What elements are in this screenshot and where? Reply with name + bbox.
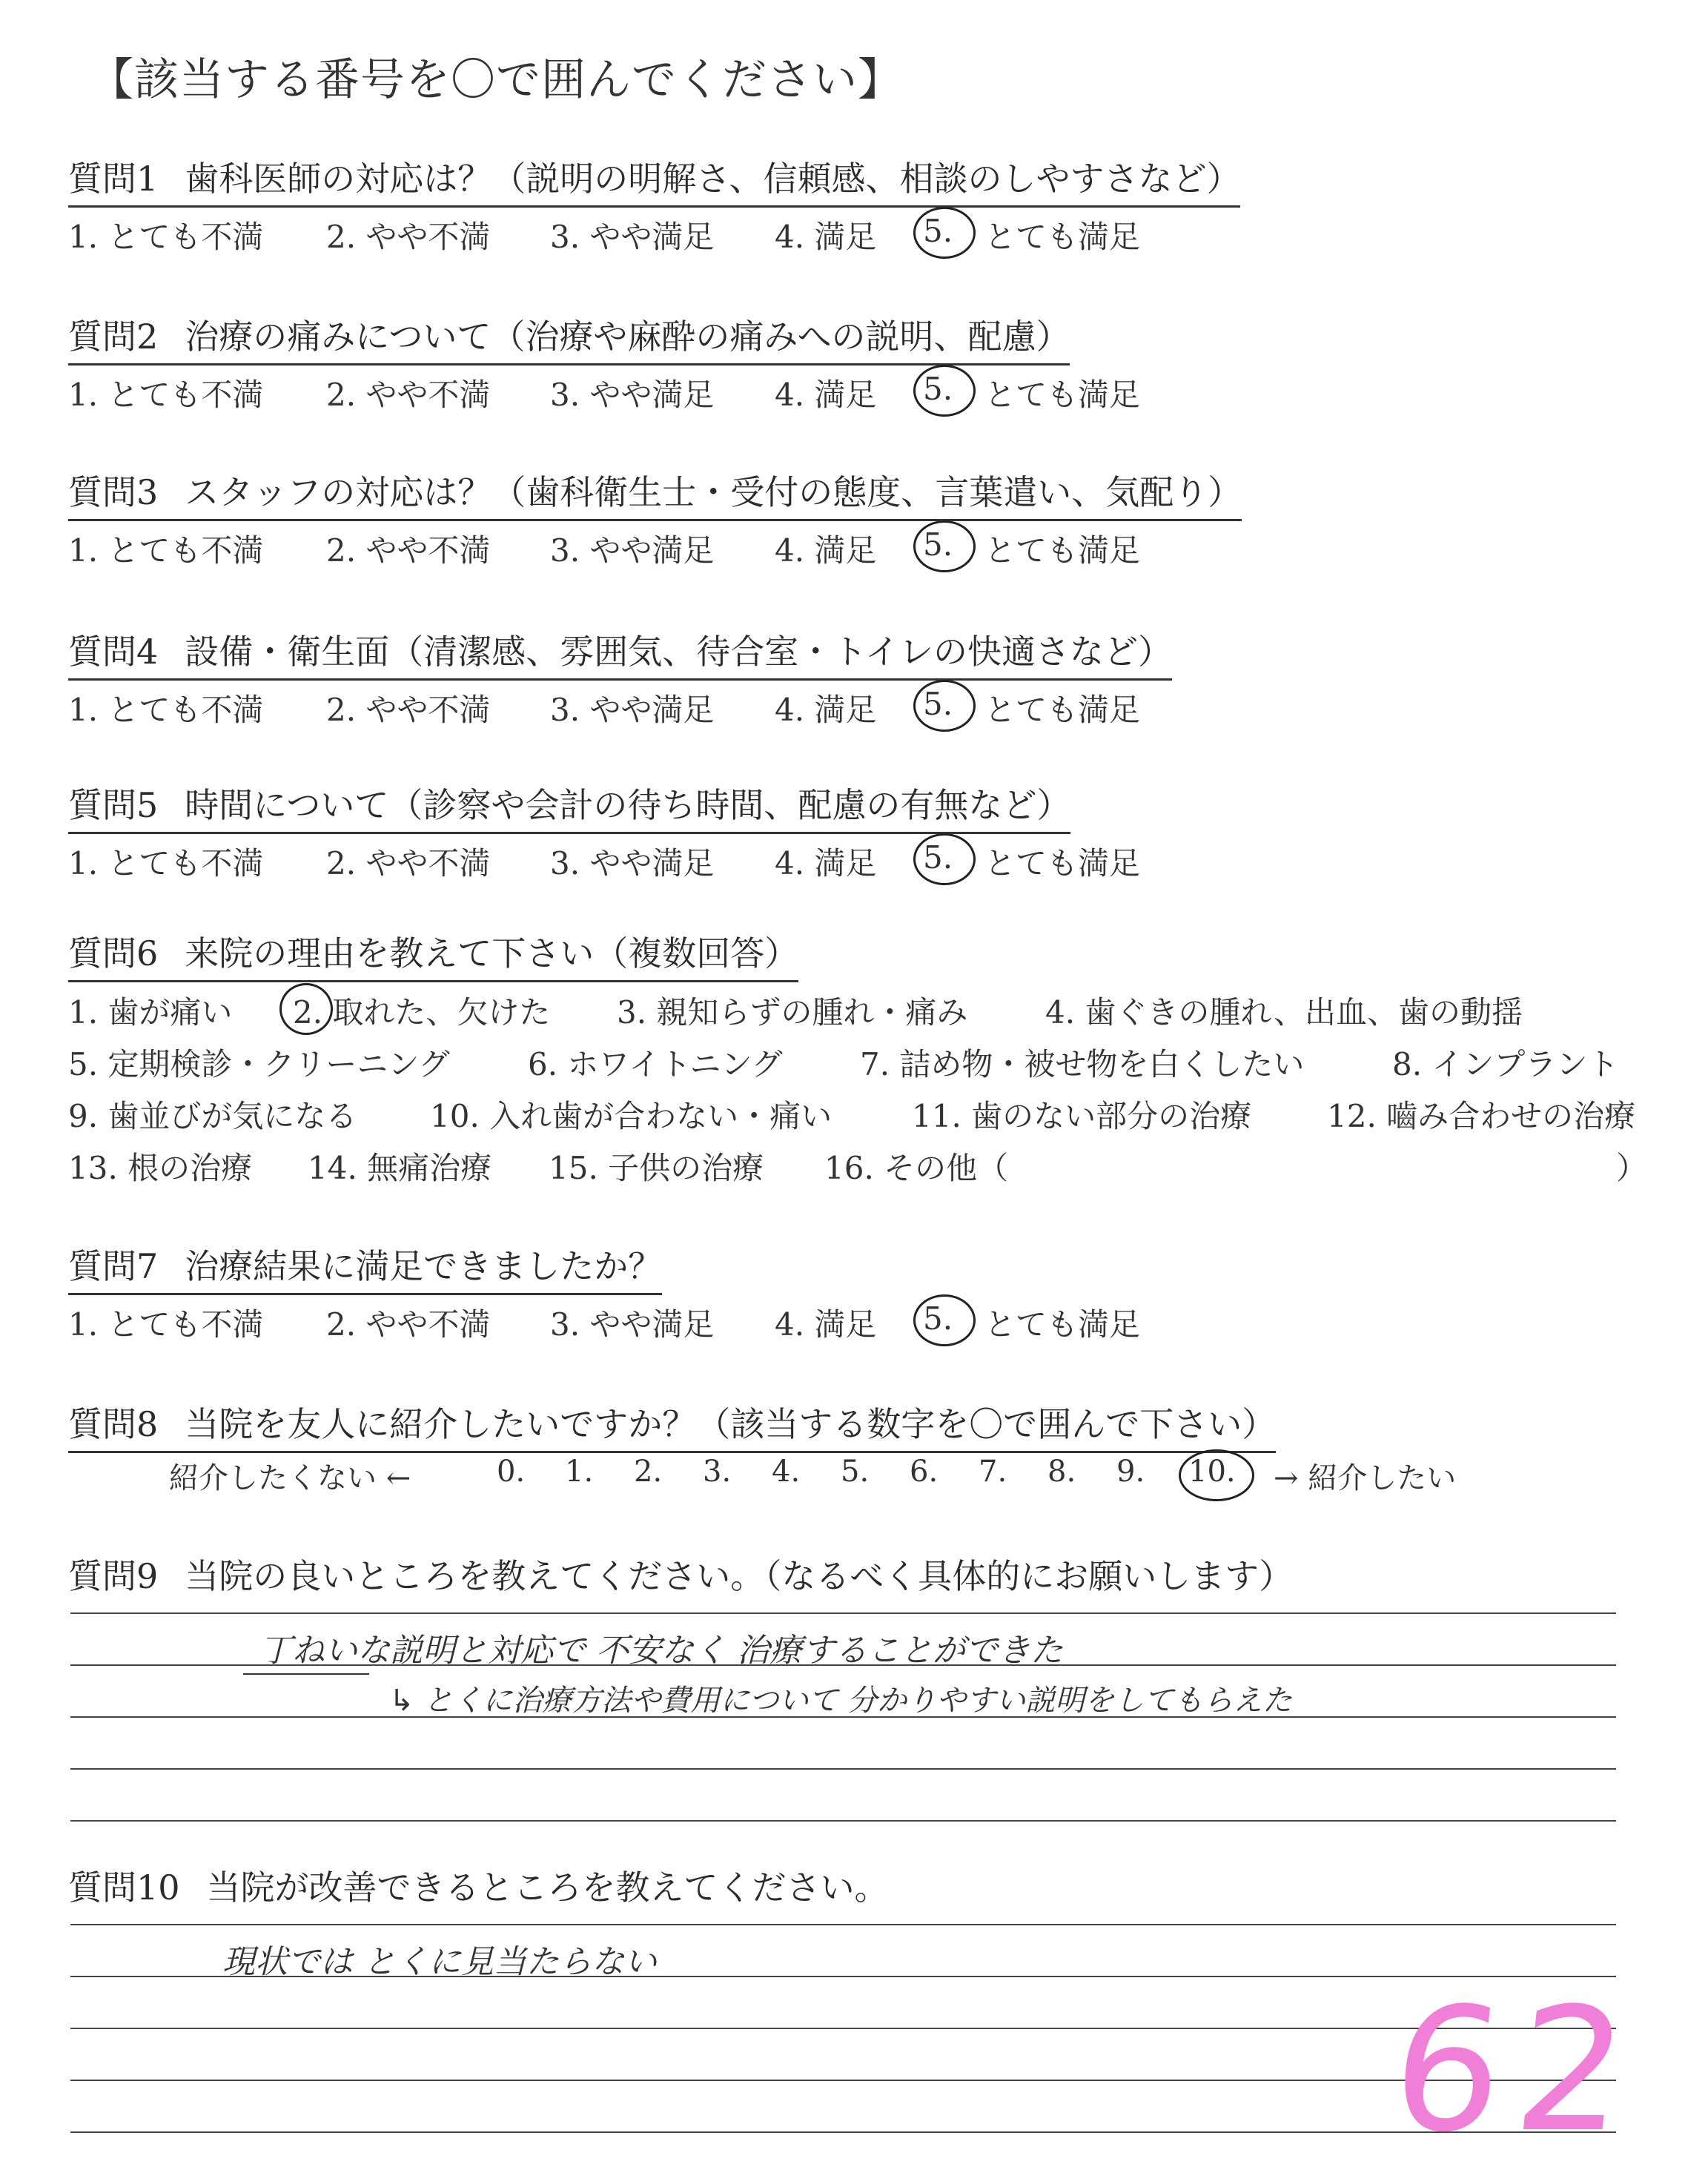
q8-number-8[interactable]: 8. xyxy=(1047,1455,1076,1489)
q6-option-9[interactable]: 9. 歯並びが気になる xyxy=(68,1098,357,1134)
q6-option-5[interactable]: 5. 定期検診・クリーニング xyxy=(68,1046,450,1082)
page-number: 62 xyxy=(1383,1972,1651,2170)
question-6-heading xyxy=(68,927,798,982)
q6-option-10[interactable]: 10. 入れ歯が合わない・痛い xyxy=(430,1098,833,1134)
answer-circle-q3 xyxy=(913,520,976,572)
answer-circle-q4 xyxy=(913,680,976,732)
q4-option-4[interactable]: 4. 満足 xyxy=(775,692,877,728)
question-text: スタッフの対応は？（歯科衛生士・受付の態度、言葉遣い、気配り） xyxy=(185,472,1242,512)
answer-line xyxy=(70,2028,1616,2029)
q7-option-2[interactable]: 2. やや不満 xyxy=(326,1306,491,1343)
question-label: 質問5 xyxy=(68,785,159,825)
answer-circle-q7 xyxy=(913,1294,976,1346)
q2-option-5-label[interactable]: とても満足 xyxy=(984,377,1141,413)
q9-handwritten-answer-line1: 丁ねいな説明と対応で 不安なく 治療することができた xyxy=(259,1632,1063,1670)
q8-number-7[interactable]: 7. xyxy=(979,1455,1007,1489)
q5-option-2[interactable]: 2. やや不満 xyxy=(326,845,491,881)
q6-option-2[interactable]: 2. 取れた、欠けた xyxy=(293,994,551,1031)
q6-option-11[interactable]: 11. 歯のない部分の治療 xyxy=(912,1098,1252,1134)
question-1-heading xyxy=(68,152,1240,208)
q1-option-4[interactable]: 4. 満足 xyxy=(775,219,877,255)
question-text: 設備・衛生面（清潔感、雰囲気、待合室・トイレの快適さなど） xyxy=(185,632,1172,672)
question-text: 当院が改善できるところを教えてください。 xyxy=(206,1868,889,1908)
q2-option-2[interactable]: 2. やや不満 xyxy=(326,377,491,413)
question-3-heading xyxy=(68,466,1242,521)
answer-circle-q2 xyxy=(913,365,976,417)
question-label: 質問8 xyxy=(68,1404,159,1444)
question-10 xyxy=(68,1861,889,1910)
q6-option-6[interactable]: 6. ホワイトニング xyxy=(528,1046,783,1082)
form-title: 【該当する番号を〇で囲んでください】 xyxy=(89,54,903,106)
question-label: 質問7 xyxy=(68,1246,159,1286)
question-label: 質問2 xyxy=(68,317,159,357)
q4-option-1[interactable]: 1. とても不満 xyxy=(68,692,264,728)
q3-option-3[interactable]: 3. やや満足 xyxy=(550,532,715,569)
q6-option-1[interactable]: 1. 歯が痛い xyxy=(68,994,233,1031)
question-8-heading xyxy=(68,1397,1276,1453)
q7-option-5[interactable]: 5. xyxy=(923,1300,953,1337)
q8-number-5[interactable]: 5. xyxy=(841,1455,870,1489)
question-text: 来院の理由を教えて下さい（複数回答） xyxy=(185,933,799,973)
q1-option-3[interactable]: 3. やや満足 xyxy=(550,219,715,255)
question-label: 質問6 xyxy=(68,933,159,973)
q6-option-13[interactable]: 13. 根の治療 xyxy=(68,1150,253,1186)
q3-option-5[interactable]: 5. xyxy=(923,526,953,563)
q5-option-4[interactable]: 4. 満足 xyxy=(775,845,877,881)
q7-option-4[interactable]: 4. 満足 xyxy=(775,1306,877,1343)
q6-option-15[interactable]: 15. 子供の治療 xyxy=(549,1150,764,1186)
q4-option-2[interactable]: 2. やや不満 xyxy=(326,692,491,728)
question-label: 質問3 xyxy=(68,472,159,512)
q1-option-1[interactable]: 1. とても不満 xyxy=(68,219,264,255)
q4-option-3[interactable]: 3. やや満足 xyxy=(550,692,715,728)
q8-number-4[interactable]: 4. xyxy=(772,1455,801,1489)
answer-line xyxy=(70,2080,1616,2081)
q8-number-0[interactable]: 0. xyxy=(497,1455,526,1489)
q6-other-close-paren: ） xyxy=(1616,1150,1648,1186)
q6-option-8[interactable]: 8. インプラント xyxy=(1392,1046,1619,1082)
q7-option-1[interactable]: 1. とても不満 xyxy=(68,1306,264,1343)
question-3 xyxy=(68,466,1242,521)
answer-line xyxy=(70,1820,1616,1822)
q6-option-7[interactable]: 7. 詰め物・被せ物を白くしたい xyxy=(860,1046,1305,1082)
q4-option-5-label[interactable]: とても満足 xyxy=(984,692,1141,728)
q4-option-5[interactable]: 5. xyxy=(923,686,953,722)
question-label: 質問9 xyxy=(68,1556,159,1596)
q9-handwritten-answer-line2: ↳ とくに治療方法や費用について 分かりやすい説明をしてもらえた xyxy=(389,1684,1293,1718)
question-text: 歯科医師の対応は？（説明の明解さ、信頼感、相談のしやすさなど） xyxy=(185,159,1241,199)
q1-option-5[interactable]: 5. xyxy=(923,213,953,249)
q3-option-5-label[interactable]: とても満足 xyxy=(984,532,1141,569)
q10-handwritten-answer: 現状では とくに見当たらない xyxy=(222,1943,657,1981)
question-text: 時間について（診察や会計の待ち時間、配慮の有無など） xyxy=(185,785,1071,825)
answer-line xyxy=(70,1612,1616,1614)
question-label: 質問10 xyxy=(68,1868,180,1908)
question-7-heading xyxy=(68,1240,662,1295)
question-text: 当院の良いところを教えてください。（なるべく具体的にお願いします） xyxy=(185,1556,1294,1596)
q7-option-3[interactable]: 3. やや満足 xyxy=(550,1306,715,1343)
q1-option-2[interactable]: 2. やや不満 xyxy=(326,219,491,255)
answer-circle-q8 xyxy=(1179,1449,1254,1501)
question-4-heading xyxy=(68,625,1172,681)
q2-option-4[interactable]: 4. 満足 xyxy=(775,377,877,413)
q2-option-3[interactable]: 3. やや満足 xyxy=(550,377,715,413)
question-8 xyxy=(68,1397,1276,1453)
q5-option-5-label[interactable]: とても満足 xyxy=(984,845,1141,881)
answer-line xyxy=(70,1924,1616,1925)
q3-option-1[interactable]: 1. とても不満 xyxy=(68,532,264,569)
q3-option-2[interactable]: 2. やや不満 xyxy=(326,532,491,569)
answer-circle-q6 xyxy=(279,983,333,1035)
answer-circle-q5 xyxy=(913,833,976,885)
q6-option-12[interactable]: 12. 嚙み合わせの治療 xyxy=(1327,1098,1636,1134)
question-text: 治療結果に満足できましたか？ xyxy=(185,1246,663,1286)
question-5-heading xyxy=(68,778,1070,834)
question-6 xyxy=(68,927,798,982)
q6-option-14[interactable]: 14. 無痛治療 xyxy=(308,1150,492,1186)
question-9 xyxy=(68,1549,1293,1598)
answer-circle-q1 xyxy=(913,207,976,259)
q8-left-label: 紹介したくない ← xyxy=(169,1461,411,1495)
q5-option-5[interactable]: 5. xyxy=(923,839,953,876)
q6-option-4[interactable]: 4. 歯ぐきの腫れ、出血、歯の動揺 xyxy=(1045,994,1523,1031)
question-1 xyxy=(68,152,1240,208)
q6-option-3[interactable]: 3. 親知らずの腫れ・痛み xyxy=(617,994,968,1031)
q5-option-3[interactable]: 3. やや満足 xyxy=(550,845,715,881)
q6-option-16[interactable]: 16. その他（ xyxy=(824,1150,1009,1186)
question-2-heading xyxy=(68,310,1070,365)
question-label: 質問1 xyxy=(68,159,159,199)
q8-number-10[interactable]: 10. xyxy=(1188,1455,1236,1489)
question-text: 治療の痛みについて（治療や麻酔の痛みへの説明、配慮） xyxy=(185,317,1070,357)
question-text: 当院を友人に紹介したいですか？（該当する数字を〇で囲んで下さい） xyxy=(185,1404,1277,1444)
question-7 xyxy=(68,1240,662,1295)
q1-option-5-label[interactable]: とても満足 xyxy=(984,219,1141,255)
q2-option-1[interactable]: 1. とても不満 xyxy=(68,377,264,413)
q8-right-label: → 紹介したい xyxy=(1274,1461,1457,1495)
q7-option-5-label[interactable]: とても満足 xyxy=(984,1306,1141,1343)
answer-line xyxy=(70,1768,1616,1770)
q5-option-1[interactable]: 1. とても不満 xyxy=(68,845,264,881)
question-label: 質問4 xyxy=(68,632,159,672)
q8-number-9[interactable]: 9. xyxy=(1116,1455,1145,1489)
q8-number-3[interactable]: 3. xyxy=(703,1455,732,1489)
question-5 xyxy=(68,778,1070,834)
q8-number-6[interactable]: 6. xyxy=(910,1455,939,1489)
q8-number-1[interactable]: 1. xyxy=(565,1455,594,1489)
q3-option-4[interactable]: 4. 満足 xyxy=(775,532,877,569)
question-4 xyxy=(68,625,1172,681)
answer-line xyxy=(70,2131,1616,2133)
handwritten-stroke xyxy=(243,1673,369,1675)
q8-number-2[interactable]: 2. xyxy=(634,1455,663,1489)
question-2 xyxy=(68,310,1070,365)
q2-option-5[interactable]: 5. xyxy=(923,371,953,407)
